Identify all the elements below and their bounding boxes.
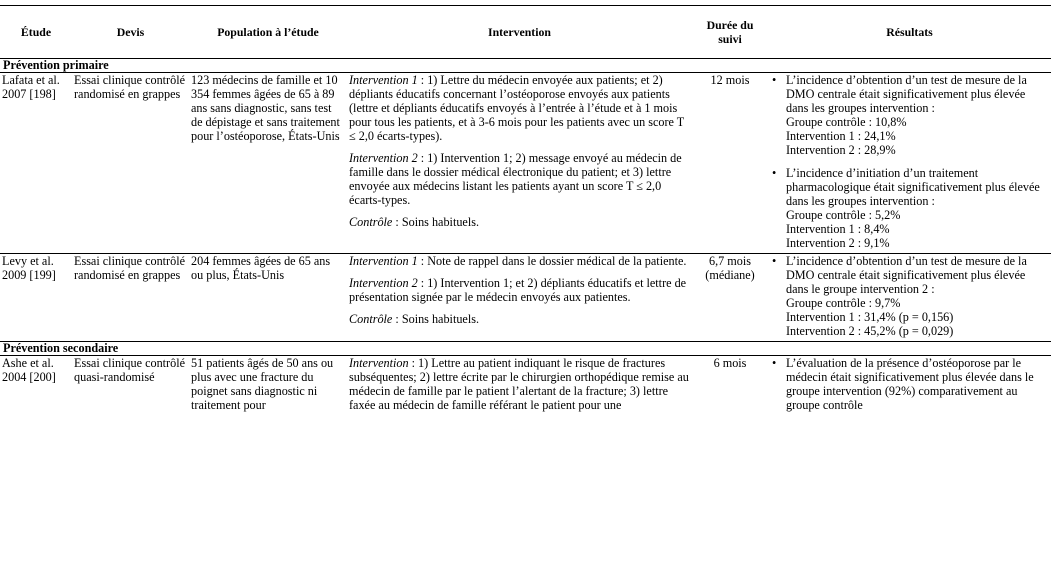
population-cell: 204 femmes âgées de 65 ans ou plus, États-Unis [189, 254, 347, 342]
section-row [0, 342, 1051, 356]
population-cell: 123 médecins de famille et 10 354 femmes âgées de 65 à 89 ans sans diagnostic, sans test de dépistage et sans traitement pour l’ostéoporose, États-Unis [191, 73, 340, 143]
section-title: Prévention secondaire [0, 342, 1051, 356]
study-cell: Ashe et al. 2004 [200] [2, 356, 56, 384]
header-etude: Étude [0, 6, 72, 59]
intervention-paragraph: Contrôle : Soins habituels. [349, 215, 480, 229]
devis-cell: Essai clinique contrôlé randomisé en grappes [72, 254, 189, 342]
intervention-cell [347, 254, 692, 342]
evidence-table [0, 5, 1051, 415]
section-row [0, 59, 1051, 73]
header-devis: Devis [72, 6, 189, 59]
table-row [0, 254, 1051, 342]
intervention-paragraph: Intervention 2 : 1) Intervention 1; 2) message envoyé au médecin de famille dans le dossier médical électronique du patient; et 3) lettre envoyée aux médecins listant les patients ayant un score T ≤ 2,0 écarts-types. [349, 151, 682, 207]
bullet-icon: • [772, 166, 777, 180]
devis-cell: Essai clinique contrôlé randomisé en grappes [74, 73, 186, 101]
result-item: • L’incidence d’obtention d’un test de mesure de la DMO centrale était significativement plus élevée dans les groupes intervention : Groupe contrôle : 10,8% Intervention 1 : 24,1% Intervention 2 : 28,9% [772, 73, 1027, 157]
devis-cell: Essai clinique contrôlé quasi-randomisé [74, 356, 186, 384]
intervention-paragraph: Contrôle : Soins habituels. [349, 312, 480, 326]
header-row [0, 6, 1051, 59]
intervention-paragraph: Intervention 2 : 1) Intervention 1; et 2) dépliants éducatifs et lettre de présentation signée par le médecin envoyés aux patientes. [349, 276, 687, 304]
results-cell [768, 73, 1051, 254]
population-cell: 51 patients âgés de 50 ans ou plus avec une fracture du poignet sans diagnostic ni traitement pour [191, 356, 334, 412]
duree-cell: 12 mois [710, 73, 750, 87]
duree-cell: 6 mois [713, 356, 747, 370]
intervention-paragraph: Intervention : 1) Lettre au patient indiquant le risque de fractures subséquentes; 2) lettre écrite par le chirurgien orthopédique remise au médecin de famille par le patient l’alertant de la fracture; 3) lettre faxée au médecin de famille référant le patient pour une [349, 356, 689, 412]
header-duree: Durée du suivi [692, 6, 768, 59]
result-item: • L’évaluation de la présence d’ostéoporose par le médecin était significativement plus élevée dans le groupe intervention (92%) comparativement au groupe contrôle [772, 356, 1034, 412]
bullet-icon: • [772, 356, 777, 370]
section-title: Prévention primaire [0, 59, 1051, 73]
bullet-icon: • [772, 254, 777, 268]
table-row [0, 73, 1051, 254]
intervention-cell [347, 73, 692, 254]
header-resultats: Résultats [768, 6, 1051, 59]
table-row [0, 356, 1051, 416]
intervention-cell [347, 356, 692, 416]
study-cell: Levy et al. 2009 [199] [0, 254, 72, 342]
header-population: Population à l’étude [189, 6, 347, 59]
results-cell [768, 254, 1051, 342]
study-cell: Lafata et al. 2007 [198] [2, 73, 60, 101]
intervention-paragraph: Intervention 1 : 1) Lettre du médecin envoyée aux patients; et 2) dépliants éducatifs concernant l’ostéoporose envoyés aux patients (lettre et dépliants éducatifs envoyés à l’entrée à l’étude et à 1 mois pour tous les patients, et à 3-6 mois pour les patients avec un score T ≤ 2,0 écarts-types). [349, 73, 684, 143]
header-intervention: Intervention [347, 6, 692, 59]
results-cell [768, 356, 1051, 416]
bullet-icon: • [772, 73, 777, 87]
result-item: • L’incidence d’obtention d’un test de mesure de la DMO centrale était significativement plus élevée dans le groupe intervention 2 : Groupe contrôle : 9,7% Intervention 1 : 31,4% (p = 0,156) Intervention 2 : 45,2% (p = 0,029) [772, 254, 1027, 338]
intervention-paragraph: Intervention 1 : Note de rappel dans le dossier médical de la patiente. [349, 254, 687, 268]
duree-cell: 6,7 mois (médiane) [692, 254, 768, 342]
result-item: • L’incidence d’initiation d’un traitement pharmacologique était significativement plus élevée dans les groupes intervention : Groupe contrôle : 5,2% Intervention 1 : 8,4% Intervention 2 : 9,1% [772, 166, 1040, 250]
